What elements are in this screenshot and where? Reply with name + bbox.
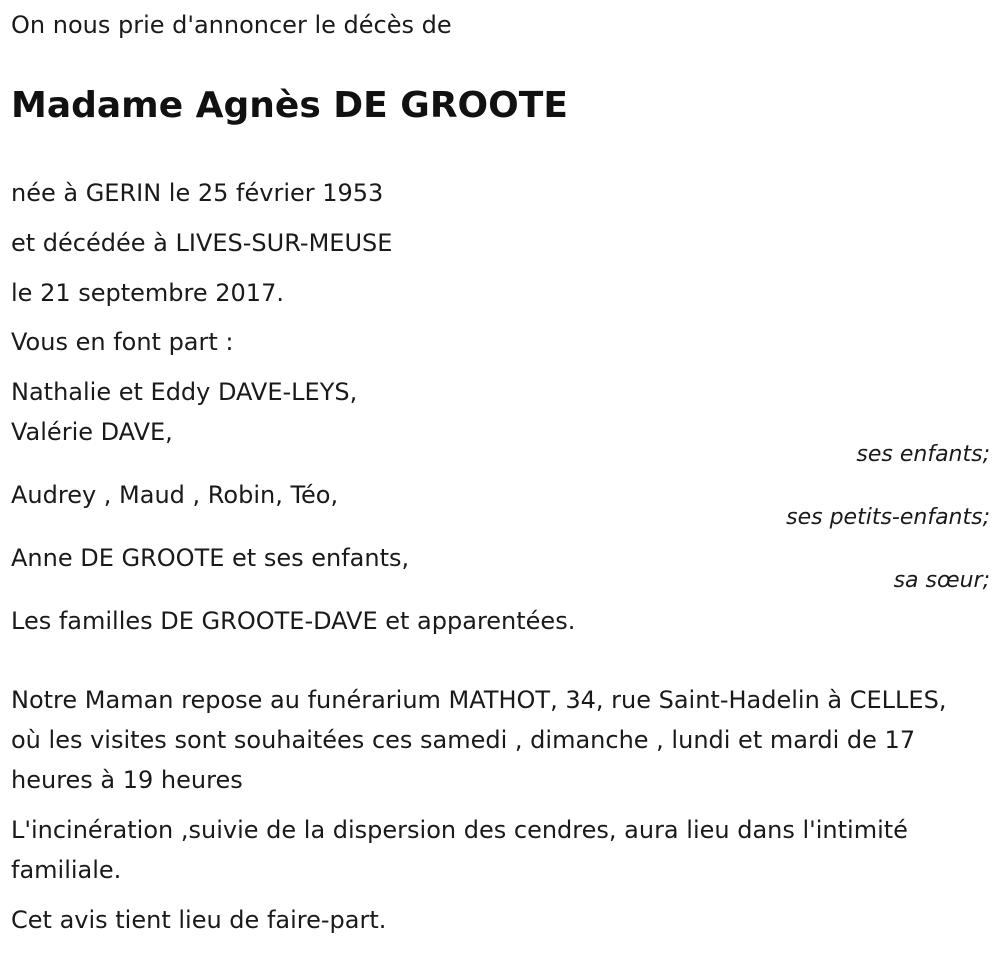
deceased-name: Madame Agnès DE GROOTE <box>11 85 568 126</box>
announcers-intro: Vous en font part : <box>11 328 234 356</box>
visitation-info: Notre Maman repose au funérarium MATHOT, 34, rue Saint-Hadelin à CELLES, où les visites sont souhaitées ces samedi , dimanche , lundi et mardi de 17 heures à 19 heures <box>11 686 947 794</box>
children-role: ses enfants; <box>856 442 990 467</box>
closing-note: Cet avis tient lieu de faire-part. <box>11 906 387 934</box>
intro-text: On nous prie d'annoncer le décès de <box>11 11 452 39</box>
death-date: le 21 septembre 2017. <box>11 279 284 307</box>
children-line-1: Nathalie et Eddy DAVE-LEYS, <box>11 378 358 406</box>
children-line-2: Valérie DAVE, <box>11 418 173 446</box>
grandchildren-role: ses petits-enfants; <box>786 505 990 530</box>
cremation-info: L'incinération ,suivie de la dispersion des cendres, aura lieu dans l'intimité familiale. <box>11 816 908 884</box>
sister-name: Anne DE GROOTE et ses enfants, <box>11 544 410 572</box>
sister-role: sa sœur; <box>893 568 990 593</box>
families-line: Les familles DE GROOTE-DAVE et apparentées. <box>11 607 576 635</box>
death-place: et décédée à LIVES-SUR-MEUSE <box>11 229 393 257</box>
grandchildren-names: Audrey , Maud , Robin, Téo, <box>11 481 339 509</box>
birth-info: née à GERIN le 25 février 1953 <box>11 179 384 207</box>
